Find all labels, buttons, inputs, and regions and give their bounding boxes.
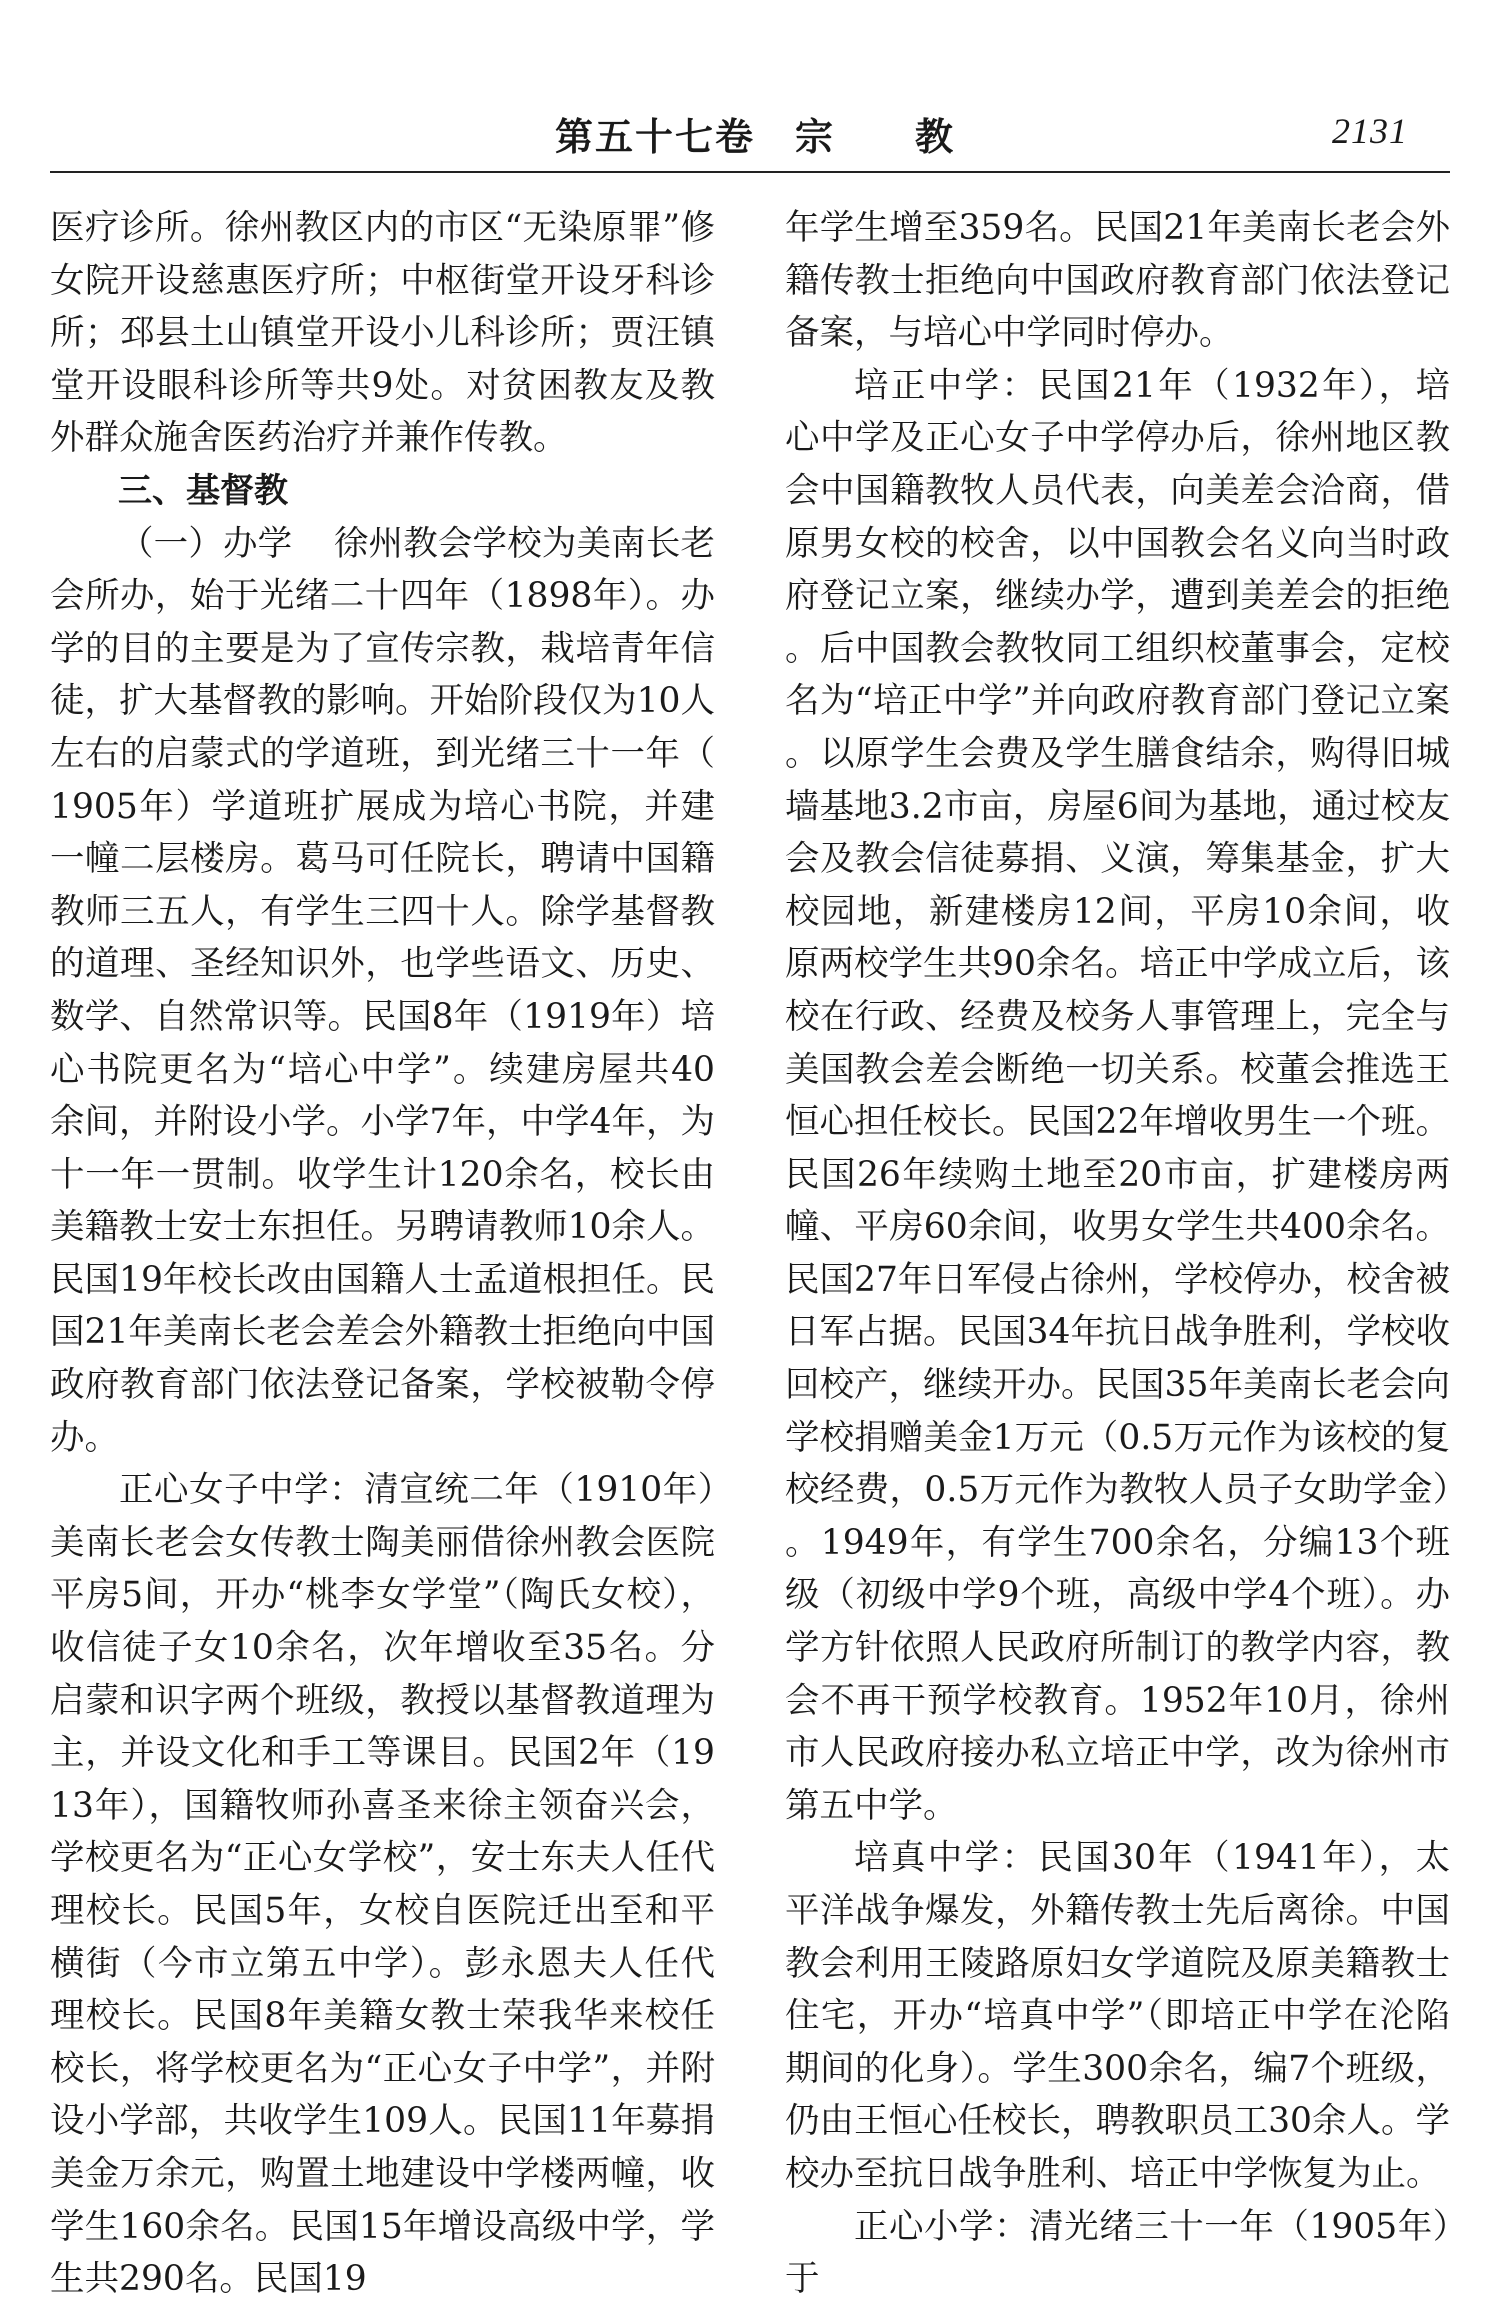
schooling-text: 徐州教会学校为美南长老会所办，始于光绪二十四年（1898年）。办学的目的主要是为了宣传宗教，栽培青年信徒，扩大基督教的影响。开始阶段仅为10人左右的启蒙式的学道班，到光绪三十一年（1905年）学道班扩展成为培心书院，并建一幢二层楼房。葛马可任院长，聘请中国籍教师三五人，有学生三四十人。除学基督教的道理、圣经知识外，也学些语文、历史、数学、自然常识等。民国8年（1919年）培心书院更名为“培心中学”。续建房屋共40余间，并附设小学。小学7年，中学4年，为十一年一贯制。收学生计120余名，校长由美籍教士安士东担任。另聘请教师10余人。民国19年校长改由国籍人士孟道根担任。民国21年美南长老会差会外籍教士拒绝向中国政府教育部门依法登记备案，学校被勒令停办。 [50,523,716,1458]
section-heading-christianity: 三、基督教 [118,470,288,511]
paragraph-peizheng-school: 培正中学：民国21年（1932年），培心中学及正心女子中学停办后，徐州地区教会中国籍教牧人员代表，向美差会洽商，借原男女校的校舍，以中国教会名义向当时政府登记立案，继续办学，遭到美差会的拒绝。后中国教会教牧同工组织校董事会，定校名为“培正中学”并向政府教育部门登记立案。以原学生会费及学生膳食结余，购得旧城墙基地3.2市亩，房屋6间为基地，通过校友会及教会信徒募捐、义演，筹集基金，扩大校园地，新建楼房12间，平房10余间，收原两校学生共90余名。培正中学成立后，该校在行政、经费及校务人事管理上，完全与美国教会差会断绝一切关系。校董会推选王恒心担任校长。民国22年增收男生一个班。民国26年续购土地至20市亩，扩建楼房两幢、平房60余间，收男女学生共400余名。民国27年日军侵占徐州，学校停办，校舍被日军占据。民国34年抗日战争胜利，学校收回校产，继续开办。民国35年美南长老会向学校捐赠美金1万元（0.5万元作为该校的复校经费，0.5万元作为教牧人员子女助学金）。1949年，有学生700余名，分编13个班级（初级中学9个班，高级中学4个班）。办学方针依照人民政府所制订的教学内容，教会不再干预学校教育。1952年10月，徐州市人民政府接办私立培正中学，改为徐州市第五中学。 [785,365,1450,1826]
subsection-label-schooling: （一）办学 [119,523,293,564]
paragraph-schooling [50,518,715,1465]
paragraph-zhengxin-continued: 年学生增至359名。民国21年美南长老会外籍传教士拒绝向中国政府教育部门依法登记备案，与培心中学同时停办。 [785,208,1450,354]
running-head [0,106,1500,166]
right-column [785,202,1450,2306]
page-number: 2131 [1332,111,1408,151]
header-rule [50,171,1450,173]
left-column [50,202,715,2306]
paragraph-zhengxin-girls-school: 正心女子中学：清宣统二年（1910年）美南长老会女传教士陶美丽借徐州教会医院平房5间，开办“桃李女学堂”（陶氏女校），收信徒子女10余名，次年增收至35名。分启蒙和识字两个班级，教授以基督教道理为主，并设文化和手工等课目。民国2年（1913年），国籍牧师孙喜圣来徐主领奋兴会，学校更名为“正心女学校”，安士东夫人任代理校长。民国5年，女校自医院迁出至和平横街（今市立第五中学）。彭永恩夫人任代理校长。民国8年美籍女教士荣我华来校任校长，将学校更名为“正心女子中学”，并附设小学部，共收学生109人。民国11年募捐美金万余元，购置土地建设中学楼两幢，收学生160余名。民国15年增设高级中学，学生共290名。民国19 [50,1470,715,2300]
paragraph-zhengxin-primary: 正心小学：清光绪三十一年（1905年）于 [785,2206,1450,2300]
paragraph-clinics-continued: 医疗诊所。徐州教区内的市区“无染原罪”修女院开设慈惠医疗所；中枢街堂开设牙科诊所；邳县土山镇堂开设小儿科诊所；贾汪镇堂开设眼科诊所等共9处。对贫困教友及教外群众施舍医药治疗并兼作传教。 [50,208,715,459]
chapter-title: 第五十七卷 宗 教 [555,115,956,159]
paragraph-peizhen-school: 培真中学：民国30年（1941年），太平洋战争爆发，外籍传教士先后离徐。中国教会利用王陵路原妇女学道院及原美籍教士住宅，开办“培真中学”（即培正中学在沦陷期间的化身）。学生300余名，编7个班级，仍由王恒心任校长，聘教职员工30余人。学校办至抗日战争胜利、培正中学恢复为止。 [785,1838,1450,2194]
